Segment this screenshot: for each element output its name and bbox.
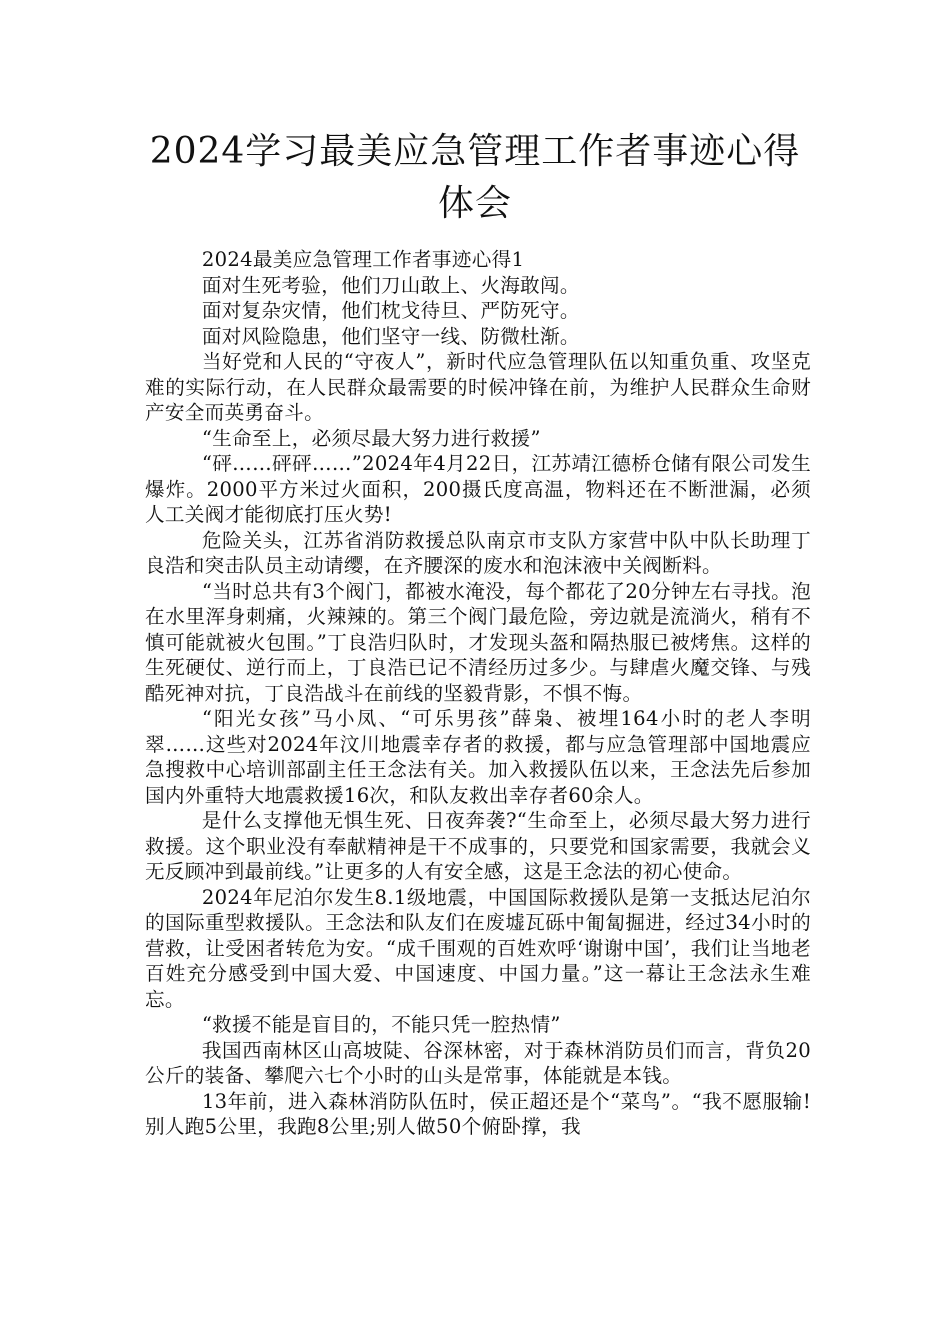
paragraph: 面对生死考验，他们刀山敢上、火海敢闯。 (201, 273, 580, 297)
paragraph: “阳光女孩”马小凤、“可乐男孩”薛枭、被埋164小时的老人李明翠……这些对2024年汶川地震幸存者的救援，都与应急管理部中国地震应急搜救中心培训部副主任王念法有关。加入救援队伍以来，王念法先后参加国内外重特大地震救援16次，和队友救出幸存者60余人。 (145, 707, 811, 807)
section-heading: “生命至上，必须尽最大努力进行救援” (201, 426, 541, 450)
section-heading: “救援不能是盲目的，不能只凭一腔热情” (201, 1013, 561, 1036)
paragraph: 面对风险隐患，他们坚守一线、防微杜渐。 (201, 324, 580, 348)
paragraph: 当好党和人民的“守夜人”，新时代应急管理队伍以知重负重、攻坚克难的实际行动，在人民群众最需要的时候冲锋在前，为维护人民群众生命财产安全而英勇奋斗。 (145, 350, 811, 424)
document-body (145, 247, 811, 1140)
paragraph: 危险关头，江苏省消防救援总队南京市支队方家营中队中队长助理丁良浩和突击队员主动请缨，在齐腰深的废水和泡沫液中关阀断料。 (145, 528, 811, 577)
paragraph: 2024年尼泊尔发生8.1级地震，中国国际救援队是第一支抵达尼泊尔的国际重型救援队。王念法和队友们在废墟瓦砾中匍匐掘进，经过34小时的营救，让受困者转危为安。“成千围观的百姓欢呼‘谢谢中国’，我们让当地老百姓充分感受到中国大爱、中国速度、中国力量。”这一幕让王念法永生难忘。 (145, 885, 811, 1011)
paragraph: 13年前，进入森林消防队伍时，侯正超还是个“菜鸟”。“我不愿服输!别人跑5公里，我跑8公里;别人做50个俯卧撑，我 (145, 1089, 811, 1138)
paragraph: 我国西南林区山高坡陡、谷深林密，对于森林消防员们而言，背负20公斤的装备、攀爬六七个小时的山头是常事，体能就是本钱。 (145, 1038, 811, 1087)
paragraph: “砰……砰砰……”2024年4月22日，江苏靖江德桥仓储有限公司发生爆炸。2000平方米过火面积，200摄氏度高温，物料还在不断泄漏，必须人工关阀才能彻底打压火势! (145, 452, 811, 526)
paragraph: 2024最美应急管理工作者事迹心得1 (201, 248, 525, 271)
document-title: 2024学习最美应急管理工作者事迹心得体会 (149, 131, 801, 224)
paragraph: 是什么支撑他无惧生死、日夜奔袭?“生命至上，必须尽最大努力进行救援。这个职业没有奉献精神是干不成事的，只要党和国家需要，我就会义无反顾冲到最前线。”让更多的人有安全感，这是王念法的初心使命。 (145, 809, 811, 883)
paragraph: “当时总共有3个阀门，都被水淹没，每个都花了20分钟左右寻找。泡在水里浑身刺痛，火辣辣的。第三个阀门最危险，旁边就是流淌火，稍有不慎可能就被火包围。”丁良浩归队时，才发现头盔和隔热服已被烤焦。这样的生死硬仗、逆行而上，丁良浩已记不清经历过多少。与肆虐火魔交锋、与残酷死神对抗，丁良浩战斗在前线的坚毅背影，不惧不悔。 (145, 579, 811, 705)
paragraph: 面对复杂灾情，他们枕戈待旦、严防死守。 (201, 299, 580, 322)
